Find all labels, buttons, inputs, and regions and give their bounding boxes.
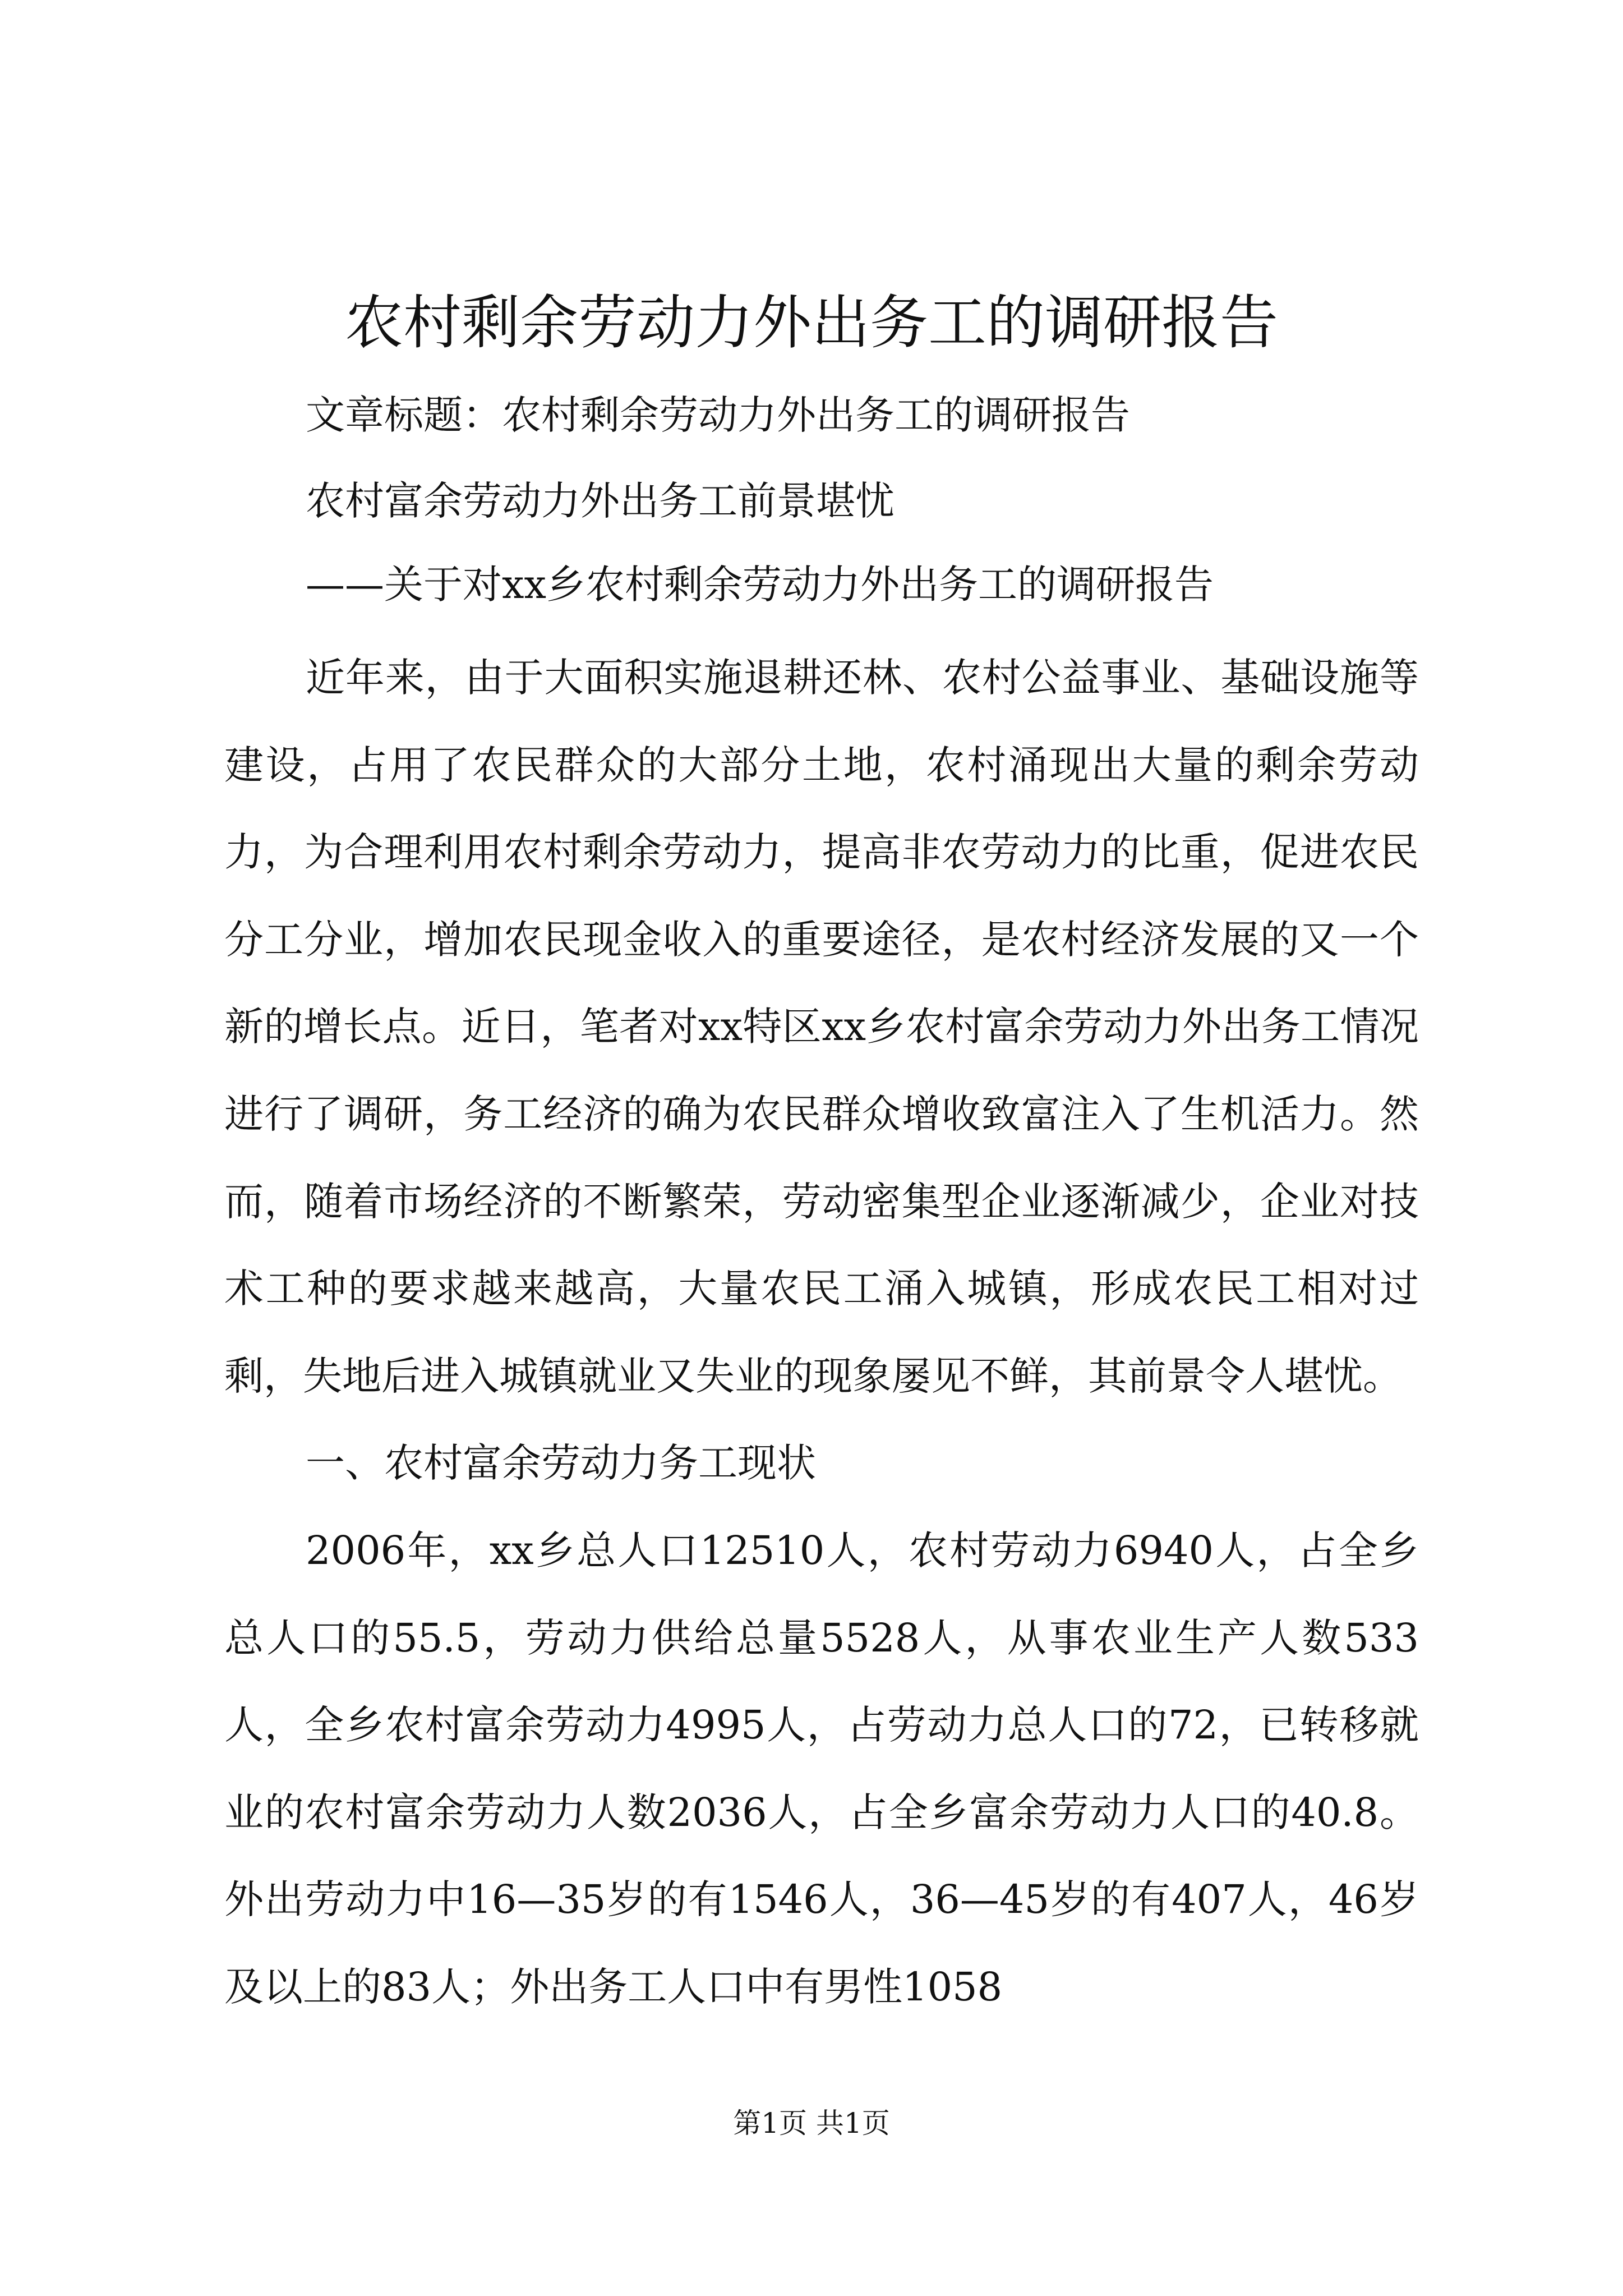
document-body — [224, 634, 1419, 2031]
section-heading: 一、农村富余劳动力务工现状 — [306, 1440, 816, 1487]
body-paragraph: 2006年，xx乡总人口12510人，农村劳动力6940人，占全乡总人口的55.5，劳动力供给总量5528人，从事农业生产人数533人，全乡农村富余劳动力4995人，占劳动力总人口的72，已转移就业的农村富余劳动力人数2036人，占全乡富余劳动力人口的40.8。外出劳动力中16—35岁的有1546人，36—45岁的有407人，46岁及以上的83人；外出务工人口中有男性1058 — [224, 1527, 1419, 2010]
document-title: 农村剩余劳动力外出务工的调研报告 — [344, 288, 1278, 357]
document-subtitle: 农村富余劳动力外出务工前景堪忧 — [306, 478, 895, 524]
page-footer: 第1页 共1页 — [733, 2107, 890, 2139]
document-sub-subtitle: ——关于对xx乡农村剩余劳动力外出务工的调研报告 — [306, 562, 1214, 608]
body-paragraph: 近年来，由于大面积实施退耕还林、农村公益事业、基础设施等建设，占用了农民群众的大部分土地，农村涌现出大量的剩余劳动力，为合理利用农村剩余劳动力，提高非农劳动力的比重，促进农民分工分业，增加农民现金收入的重要途径，是农村经济发展的又一个新的增长点。近日，笔者对xx特区xx乡农村富余劳动力外出务工情况进行了调研，务工经济的确为农民群众增收致富注入了生机活力。然而，随着市场经济的不断繁荣，劳动密集型企业逐渐减少，企业对技术工种的要求越来越高，大量农民工涌入城镇，形成农民工相对过剩，失地后进入城镇就业又失业的现象屡见不鲜，其前景令人堪忧。 — [224, 655, 1419, 1399]
article-title-line: 文章标题：农村剩余劳动力外出务工的调研报告 — [306, 392, 1130, 438]
